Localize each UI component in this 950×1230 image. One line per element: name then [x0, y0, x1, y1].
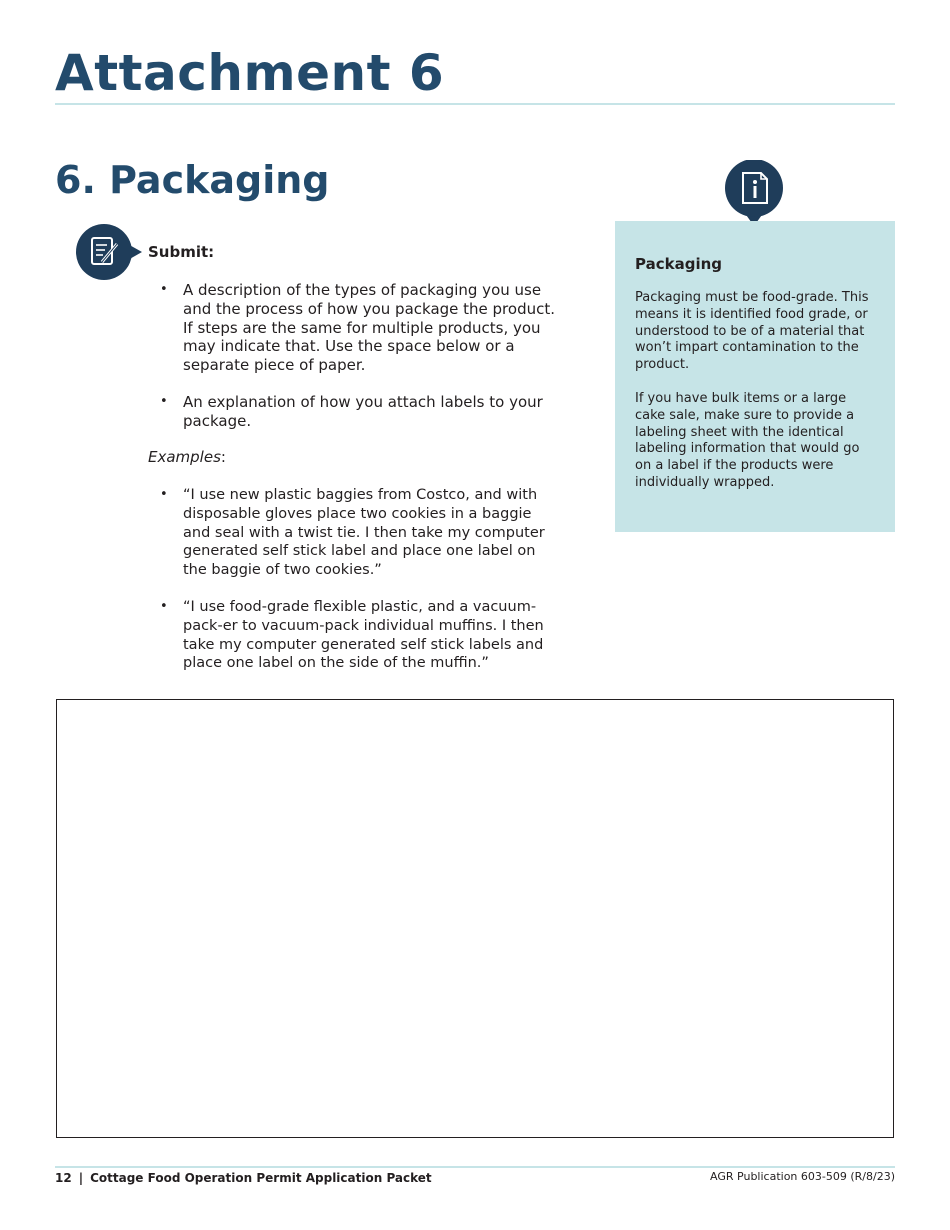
list-item: • An explanation of how you attach labels to your package. — [148, 393, 558, 431]
answer-writing-area[interactable] — [56, 699, 894, 1138]
examples-label-text: Examples — [148, 448, 221, 466]
info-box-paragraph: Packaging must be food-grade. This means it is identified food grade, or understood to be of a material that won’t impart contamination to the product. — [635, 290, 869, 373]
document-pencil-icon — [76, 224, 142, 280]
list-item: • “I use food-grade flexible plastic, and a vacuum-pack-er to vacuum-pack individual muffins. I then take my computer generated self stick labels and place one label on the side of the muffin.” — [148, 598, 558, 673]
footer-separator: | — [78, 1171, 84, 1185]
footer-divider — [55, 1166, 895, 1168]
page-title: Attachment 6 — [55, 44, 445, 102]
examples-list — [148, 486, 558, 673]
footer-left — [55, 1171, 432, 1185]
document-title: Cottage Food Operation Permit Application Packet — [90, 1171, 432, 1185]
page-number: 12 — [55, 1171, 72, 1185]
list-item: • A description of the types of packaging you use and the process of how you package the product. If steps are the same for multiple products, you may indicate that. Use the space below or a separate piece of paper. — [148, 281, 558, 375]
examples-label-colon: : — [220, 448, 226, 466]
info-box — [615, 221, 895, 532]
publication-number: AGR Publication 603-509 (R/8/23) — [710, 1170, 895, 1183]
section-heading: 6. Packaging — [55, 158, 330, 202]
submit-label: Submit: — [148, 243, 215, 261]
info-box-heading: Packaging — [635, 255, 722, 273]
examples-label — [148, 448, 226, 466]
submit-list — [148, 281, 558, 431]
info-document-icon — [724, 160, 784, 228]
list-item: • “I use new plastic baggies from Costco, and with disposable gloves place two cookies in a baggie and seal with a twist tie. I then take my computer generated self stick label and place one label on the baggie of two cookies.” — [148, 486, 558, 580]
title-divider — [55, 103, 895, 105]
info-box-paragraph: If you have bulk items or a large cake sale, make sure to provide a labeling sheet with the identical labeling information that would go on a label if the products were individually wrapped. — [635, 390, 860, 490]
